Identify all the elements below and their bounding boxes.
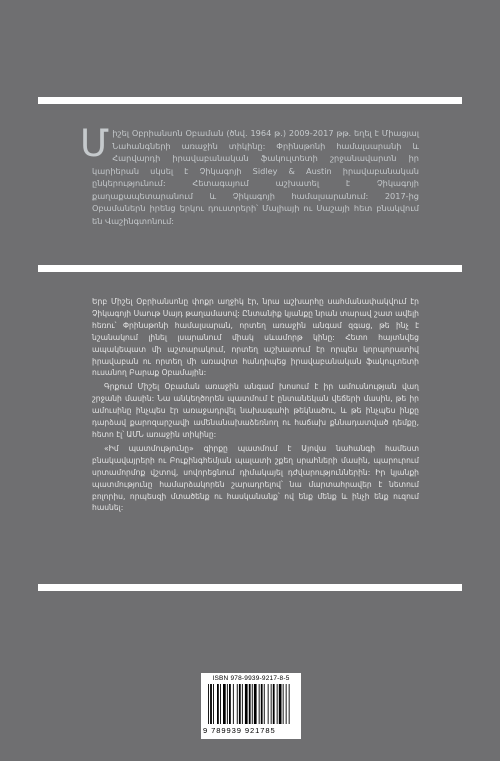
isbn-label: ISBN 978-9939-9217-8-5 [212,675,290,682]
drop-cap: Մ [80,122,110,165]
top-divider [38,97,462,104]
isbn-barcode [201,673,301,739]
description-paragraph-3: «Իմ պատմությունը» գիրքը պատմում է Այովա նահանգի համեստ բնակավայրերի ու Բուքինգհեմյան պալատի շքեղ սրահների մասին, պարուրում սրտամորմոք վշտով, սովորեցնում դիմակայել դժվարություններին: Իր կյանքի պատմությունը համարձակորեն շարադրելով՝ նա մարտահրավեր է նետում բոլորիս, որպեսզի մտածենք ու հասկանանք՝ ով ենք մենք և ինչի ենք ուզում հասնել: [92,443,419,513]
barcode-digits: 9 789939 921785 [203,726,276,735]
description-paragraph-1: Երբ Միշել Օբրիանսոնը փոքր աղջիկ էր, նրա աշխարհը սահմանափակվում էր Չիկագոյի Սաութ Սայդ թաղամասով: Ընտանիք կյանքը նրան տարավ շատ ավելի հեռու՝ Փրինսթոնի համալսարան, որտեղ առաջին անգամ զգաց, թե ինչ է նշանակում լինել լսարանում միակ սևամորթ կինը: Հետո հայտնվեց ապակեպատ մի աշտարակում, որտեղ աշխատում էր որպես կորպորատիվ իրավաբան ու որտեղ մի առավոտ հանդիպեց իրավաբանական ֆակուլտետի ուսանող Բարաք Օբամային: [92,297,419,378]
bottom-divider [38,584,462,591]
middle-divider [38,265,462,272]
barcode-bars [208,684,294,724]
author-bio-text: իշել Օբրիանսոն Օբաման (ծնվ. 1964 թ.) 2009-2017 թթ. եղել է Միացյալ Նահանգների առաջին տիկինը: Փրինսթոնի համալսարանի և Հարվարդի իրավաբանական ֆակուլտետի շրջանավարտն իր կարիերան սկսել է Չիկագոյի Sidley & Austin իրավաբանական ընկերությունում: Հետագայում աշխատել է Չիկագոյի քաղաքապետարանում և Չիկագոյի համալսարանում: 2017-ից Օբամաներն իրենց երկու դուստրերի՝ Մալիայի ու Սաշայի հետ բնակվում են Վաշինգտոնում: [92,128,419,226]
description-paragraph-2: Գրքում Միշել Օբաման առաջին անգամ խոսում է իր ամուսնության վաղ շրջանի մասին: Նա անկեղծորեն պատմում է ընտանեկան վեճերի մասին, թե իր ամուսինը ինչպես էր առաջադրվել նախագահի թեկնածու, և թե ինչպես ինքը դարձավ քարոզարշավի ամենանախաձեռնող ու հաճախ քննադատված դեմքը, հետո էլ՝ ԱՄՆ առաջին տիկինը: [92,382,419,439]
author-bio [80,122,419,227]
book-description [92,296,419,516]
